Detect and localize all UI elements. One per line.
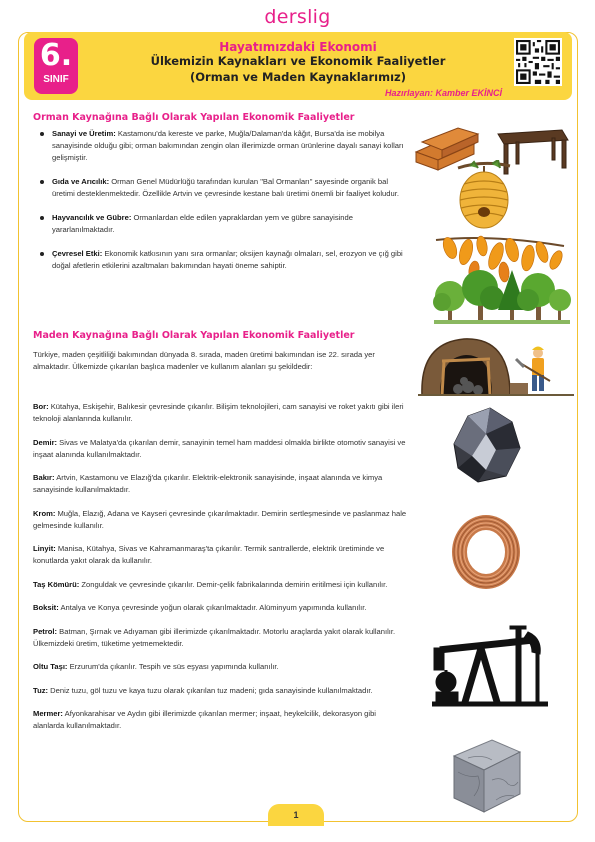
page-subtitle: Ülkemizin Kaynakları ve Ekonomik Faaliyetler	[150, 54, 446, 68]
item-label: Bor:	[33, 402, 49, 411]
item-label: Çevresel Etki:	[52, 248, 103, 258]
item-label: Hayvancılık ve Gübre:	[52, 212, 132, 222]
item-label: Bakır:	[33, 473, 55, 482]
item-text: Antalya ve Konya çevresinde yoğun olarak çıkarılmaktadır. Alüminyum yapımında kullanılır.	[58, 603, 367, 612]
list-item	[33, 472, 408, 496]
list-item	[33, 579, 408, 591]
item-label: Sanayi ve Üretim:	[52, 129, 116, 138]
item-label: Petrol:	[33, 626, 58, 636]
item-text: Artvin, Kastamonu ve Elazığ'da çıkarılır. Elektrik-elektronik sanayisinde, inşaat alanında ve kimya sanayisinde kullanılmaktadır.	[33, 473, 383, 494]
mine-section-title: Maden Kaynağına Bağlı Olarak Yapılan Ekonomik Faaliyetler	[33, 330, 355, 341]
grade-label: SINIF	[43, 74, 69, 85]
item-text: Zonguldak ve çevresinde çıkarılır. Demir-çelik fabrikalarında demirin eritilmesi için kullanılır.	[79, 579, 388, 589]
page-title: Hayatımızdaki Ekonomi	[219, 40, 377, 54]
item-text: Erzurum'da çıkarılır. Tespih ve süs eşyası yapımında kullanılır.	[67, 662, 279, 671]
item-text: Orman Genel Müdürlüğü tarafından kurulan "Bal Ormanları" sayesinde organik bal üretimi desteklenmektedir. Özellikle Artvin ve çevresinde kestane balı üretimi önemli bir faaliyet koludur.	[52, 177, 399, 199]
copper-wire-coil-icon	[448, 512, 524, 592]
mineral-rock-icon	[446, 404, 524, 486]
brand-logo: derslig	[264, 6, 331, 28]
item-text: Batman, Şırnak ve Adıyaman gibi illerimizde çıkarılmaktadır. Motorlu araçlarda yakıt olarak kullanılır. Ülkemizdeki üretim, tüketime yetmemektedir.	[33, 626, 396, 648]
item-text: Sivas ve Malatya'da çıkarılan demir, sanayinin temel ham maddesi olmakla birlikte otomotiv sanayisi ve inşaat alanında kullanılmaktadır.	[33, 437, 406, 459]
list-item	[33, 626, 408, 650]
item-text: Kütahya, Eskişehir, Balıkesir çevresinde çıkarılır. Bilişim teknolojileri, cam sanayisi ve roket yakıtı gibi ileri teknoloji alanlarında kullanılır.	[33, 402, 404, 423]
list-item	[36, 212, 408, 236]
item-text: Muğla, Elazığ, Adana ve Kayseri çevresinde çıkarılmaktadır. Demirin sertleşmesinde ve paslanmaz hale gelmesinde kullanılır.	[33, 508, 407, 530]
list-item	[33, 508, 408, 532]
item-label: Oltu Taşı:	[33, 662, 68, 671]
qr-code-icon	[514, 38, 562, 86]
item-text: Ekonomik katkısının yanı sıra ormanlar; oksijen kaynağı olmaları, sel, erozyon ve çığ gibi doğal afetlerin etkilerini azaltmaları bakımından hayati öneme sahiptir.	[52, 248, 403, 270]
forest-trees-icon	[432, 262, 572, 328]
item-text: Afyonkarahisar ve Aydın gibi illerimizde çıkarılan mermer; inşaat, heykelcilik, dekorasyon gibi alanlarda kullanılmaktadır.	[33, 709, 376, 730]
item-label: Taş Kömürü:	[33, 579, 80, 589]
list-item	[33, 661, 408, 673]
item-text: Manisa, Kütahya, Sivas ve Kahramanmaraş'ta çıkarılır. Termik santrallerde, elektrik üretiminde ve konutlarda yakıt olarak da kullanılır.	[33, 544, 385, 565]
mine-entrance-with-miner-icon	[418, 333, 574, 397]
marble-block-icon	[448, 736, 524, 814]
page-subtitle-topic: (Orman ve Maden Kaynaklarımız)	[190, 70, 406, 84]
page-number: 1	[268, 804, 324, 826]
item-label: Krom:	[33, 508, 56, 518]
worksheet-header	[24, 32, 572, 100]
list-item	[33, 543, 408, 567]
item-label: Gıda ve Arıcılık:	[52, 177, 110, 186]
item-label: Linyit:	[33, 544, 56, 553]
item-label: Demir:	[33, 437, 58, 447]
list-item	[33, 708, 408, 732]
oil-pumpjack-icon	[432, 622, 548, 708]
mine-intro-text: Türkiye, maden çeşitliliği bakımından dünyada 8. sırada, maden üretimi bakımından ise 22. sırada yer almaktadır. Ülkemizde çıkarılan başlıca madenler ve kullanım alanları şu şekildedir:	[33, 350, 375, 371]
author-credit: Hazırlayan: Kamber EKİNCİ	[384, 88, 502, 98]
minerals-list	[33, 401, 408, 744]
grade-number: 6.	[39, 38, 73, 73]
list-item	[33, 437, 408, 461]
forest-section-title: Orman Kaynağına Bağlı Olarak Yapılan Ekonomik Faaliyetler	[33, 112, 355, 123]
list-item	[36, 128, 408, 165]
list-item	[33, 602, 408, 614]
item-text: Ormanlardan elde edilen yapraklardan yem ve gübre sanayisinde yararlanılmaktadır.	[52, 212, 353, 234]
list-item	[36, 176, 408, 200]
item-text: Deniz tuzu, göl tuzu ve kaya tuzu olarak çıkarılan tuz madeni; gıda sanayisinde kullanılmaktadır.	[48, 685, 373, 695]
forest-activities-list	[36, 128, 408, 283]
list-item	[33, 685, 408, 697]
item-label: Boksit:	[33, 603, 59, 612]
list-item	[36, 248, 408, 272]
list-item	[33, 401, 408, 425]
beehive-icon	[448, 160, 518, 232]
item-label: Mermer:	[33, 709, 63, 718]
item-label: Tuz:	[33, 685, 49, 695]
item-text: Kastamonu'da kereste ve parke, Muğla/Dalaman'da kâğıt, Bursa'da ise mobilya sanayisinde olduğu gibi; orman bakımından zengin olan illerimizde orman ürünlerine dayalı sanayi kolları gelişmiştir.	[52, 129, 404, 163]
